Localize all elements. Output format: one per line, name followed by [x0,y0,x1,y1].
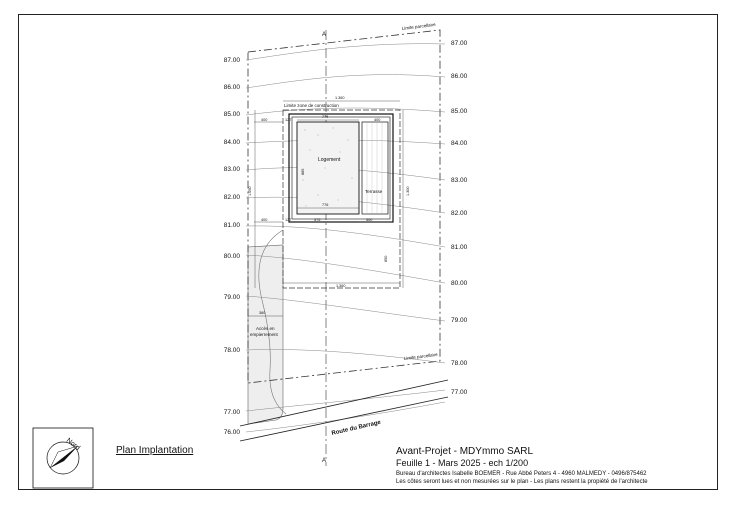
contour-label-right: 82.00 [451,210,468,217]
contour-label-right: 81.00 [451,244,468,251]
contour-label-right: 84.00 [451,140,468,147]
terrasse-area [362,122,388,214]
contour-label-left: 78.00 [223,347,240,354]
contour-label-right: 87.00 [451,40,468,47]
disclaimer: Les côtes seront lues et non mesurées sur le plan - Les plans restent la propiété de l'architecte [396,479,648,485]
contour-label-right: 83.00 [451,177,468,184]
dim-logement-side: 885 [301,168,305,175]
dim-bottom-seg-a: 575 [314,218,321,222]
contour-label-left: 77.00 [223,409,240,416]
contour-label-left: 76.00 [223,429,240,436]
section-marker-top: A [322,32,327,38]
contour-label-left: 83.00 [223,166,240,173]
dim-left-setback-top: 400 [261,118,268,122]
road-label: Route du Barrage [331,419,382,437]
access-label-line2: empierrement [250,332,278,337]
dim-right-lower: 850 [384,255,388,262]
contour-left-labels [224,57,241,436]
terrasse-label: Terrasse [365,189,383,194]
section-marker-bottom: A [322,458,327,464]
contour-label-right: 80.00 [451,280,468,287]
logement-room [297,122,359,214]
contour-label-right: 77.00 [451,389,468,396]
parcel-limit-label-bottom: Limite parcellaire [403,351,438,361]
contour-label-right: 79.00 [451,317,468,324]
north-label: Nord [64,437,82,452]
dim-small-left: 127 [285,118,292,122]
dim-inner-bottom: 776 [322,203,329,207]
contour-right-labels [451,40,468,396]
dim-access-width: 360 [259,311,266,315]
contour-label-right: 78.00 [451,360,468,367]
logement-label: Logement [318,157,341,163]
contour-label-left: 84.00 [223,139,240,146]
terrasse-hatch [367,123,382,213]
contour-label-left: 86.00 [223,84,240,91]
construction-zone-label: Limite zone de construction [284,103,339,108]
office-info: Bureau d'architectes Isabelle BOEMER - Rue Abbé Peters 4 - 4960 MALMEDY - 0496/875462 [396,471,647,477]
contour-label-left: 79.00 [223,294,240,301]
contour-label-right: 85.00 [451,108,468,115]
dim-small-right: 127 [285,218,292,222]
dim-left-setback-bottom: 400 [261,218,268,222]
contour-label-left: 82.00 [223,194,240,201]
contour-label-left: 80.00 [223,253,240,260]
contour-label-left: 85.00 [223,111,240,118]
dim-right-height: 1.300 [406,186,410,196]
plan-title: Plan Implantation [116,445,194,456]
dim-top-width: 1.360 [335,96,345,100]
dim-bottom-width: 1.360 [336,284,346,288]
dim-inner-top: 774 [322,115,329,119]
dim-bottom-seg-b: 500 [366,218,373,222]
dim-right-setback: 400 [374,118,381,122]
access-label-line1: Accès en [256,326,275,331]
north-symbol [33,428,93,488]
dim-left-height: 1.050 [248,186,252,196]
parcel-limit-label-top: Limite parcellaire [401,21,436,31]
contour-label-left: 81.00 [223,222,240,229]
contour-label-left: 87.00 [223,57,240,64]
sheet-info: Feuille 1 - Mars 2025 - ech 1/200 [396,458,529,468]
contour-label-right: 86.00 [451,73,468,80]
project-title: Avant-Projet - MDYmmo SARL [396,446,534,457]
